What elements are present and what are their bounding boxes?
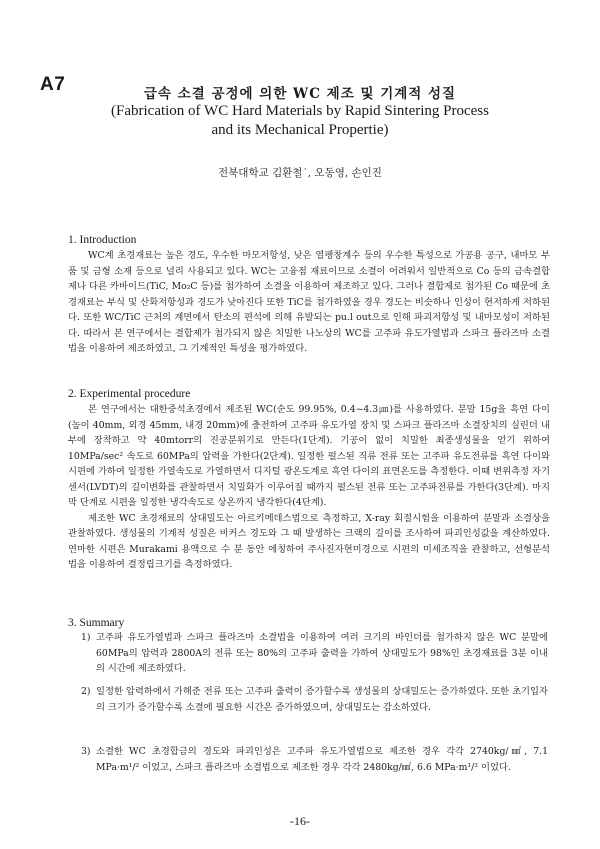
summary-item-text: 소결한 WC 초경합금의 경도와 파괴인성은 고주파 유도가열법으로 제조한 경우 각각 2740kg/㎟, 7.1 MPa·m¹/² 이었고, 스파크 플라즈마 소결법으로 제조한 경우 각각 2480kg/㎟, 6.6 MPa·m¹/² 이었다. [96, 746, 548, 773]
title-english [0, 102, 600, 140]
summary-heading: 3. Summary [68, 617, 125, 629]
summary-item-number: 2) [81, 686, 91, 697]
page-number: -16- [290, 814, 310, 828]
summary-item-number: 1) [81, 632, 91, 643]
summary-item-2 [81, 684, 548, 715]
summary-item-text: 고주파 유도가열법과 스파크 플라즈마 소결법을 이용하여 여러 크기의 바인더를 첨가하지 않은 WC 분말에 60MPa의 압력과 2800A의 전류 또는 80%의 고주파 출력을 가하여 상대밀도가 98%인 초경재료를 3분 이내의 시간에 제조하였다. [96, 632, 548, 674]
summary-section [68, 616, 550, 631]
summary-item-1 [81, 630, 548, 677]
introduction-heading: 1. Introduction [68, 234, 137, 246]
authors: 전북대학교 김환철˙, 오동영, 손인진 [218, 167, 382, 179]
introduction-section [68, 233, 550, 357]
experimental-heading: 2. Experimental procedure [68, 388, 191, 400]
experimental-para1: 본 연구에서는 대한중석초경에서 제조된 WC(순도 99.95%, 0.4~4.3㎛)를 사용하였다. 분말 15g을 흑연 다이(높이 40mm, 외경 45mm, 내경 20mm)에 충전하여 고주파 유도가열 장치 및 스파크 플라즈마 소결장치의 실린더 내부에 장착하고 약 40mtorr의 진공분위기로 만든다(1단계). 기공이 없이 치밀한 최종생성물을 얻기 위하여 10MPa/sec² 속도로 60MPa의 압력을 가한다(2단계). 일정한 펄스된 직류 전류 또는 고주파 유도전류를 흑연 다이와 시편에 가하여 일정한 가열속도로 가열하면서 디지털 광온도계로 흑연 다이의 표면온도를 측정한다. 이때 변위측정 자기센서(LVDT)의 길이변화를 관찰하면서 치밀화가 이루어질 때까지 펄스된 전류 또는 고주파전류를 가한다(3단계). 마지막 단계로 시편을 일정한 냉각속도로 상온까지 냉각한다(4단계). [68, 404, 550, 508]
experimental-para2: 제조한 WC 초경재료의 상대밀도는 아르키메데스법으로 측정하고, X-ray 회절시험을 이용하여 분말과 소결상을 관찰하였다. 생성물의 기계적 성질은 비커스 경도와 그 때 발생하는 크랙의 길이를 조사하여 파괴인성값을 계산하였다. 연마한 시편은 Murakami 용액으로 수 분 동안 에칭하여 주사진자현미경으로 시편의 미세조직을 관찰하고, 선형분석법을 이용하여 결정립크기를 측정하였다. [68, 512, 550, 570]
title-korean: 급속 소결 공정에 의한 WC 제조 및 기계적 성질 [143, 86, 457, 102]
title-english-line1: (Fabrication of WC Hard Materials by Rapid Sintering Process [111, 103, 489, 119]
summary-item-number: 3) [81, 746, 91, 757]
title-english-line2: and its Mechanical Propertie) [211, 122, 389, 138]
summary-item-text: 일정한 압력하에서 가해준 전류 또는 고주파 출력이 증가할수록 생성물의 상대밀도는 증가하였다. 또한 초기입자의 크기가 증가할수록 소결에 필요한 시간은 증가하였으며, 상대밀도는 감소하였다. [96, 686, 548, 713]
introduction-body: WC계 초경재료는 높은 경도, 우수한 마모저항성, 낮은 열팽창계수 등의 우수한 특성으로 가공용 공구, 내마모 부품 및 금형 소재 등으로 널리 사용되고 있다. WC는 고융점 재료이므로 소결이 어려워서 일반적으로 Co 등의 금속결합제나 다른 카바이드(TiC, Mo₂C 등)를 첨가하여 소결을 이용하여 제조하고 있다. 그러나 결합제로 첨가된 Co 때문에 초경재료는 부식 및 산화저항성과 경도가 낮아진다 또한 TiC를 첨가하였을 경우 경도는 비슷하나 인성이 현저하게 저하된다. 또한 WC/TiC 근처의 계면에서 탄소의 편석에 의해 유발되는 pu.l out으로 인해 파괴저항성 및 내마모성이 저하된다. 따라서 본 연구에서는 결합제가 첨가되지 않은 치밀한 나노상의 WC를 고주파 유도가열법과 스파크 플라즈마 소결법을 이용하여 제조하였고, 그 기계적인 특성을 평가하였다. [68, 250, 550, 354]
experimental-section [68, 387, 550, 573]
paper-code: A7 [40, 74, 66, 95]
summary-item-3 [81, 744, 548, 775]
